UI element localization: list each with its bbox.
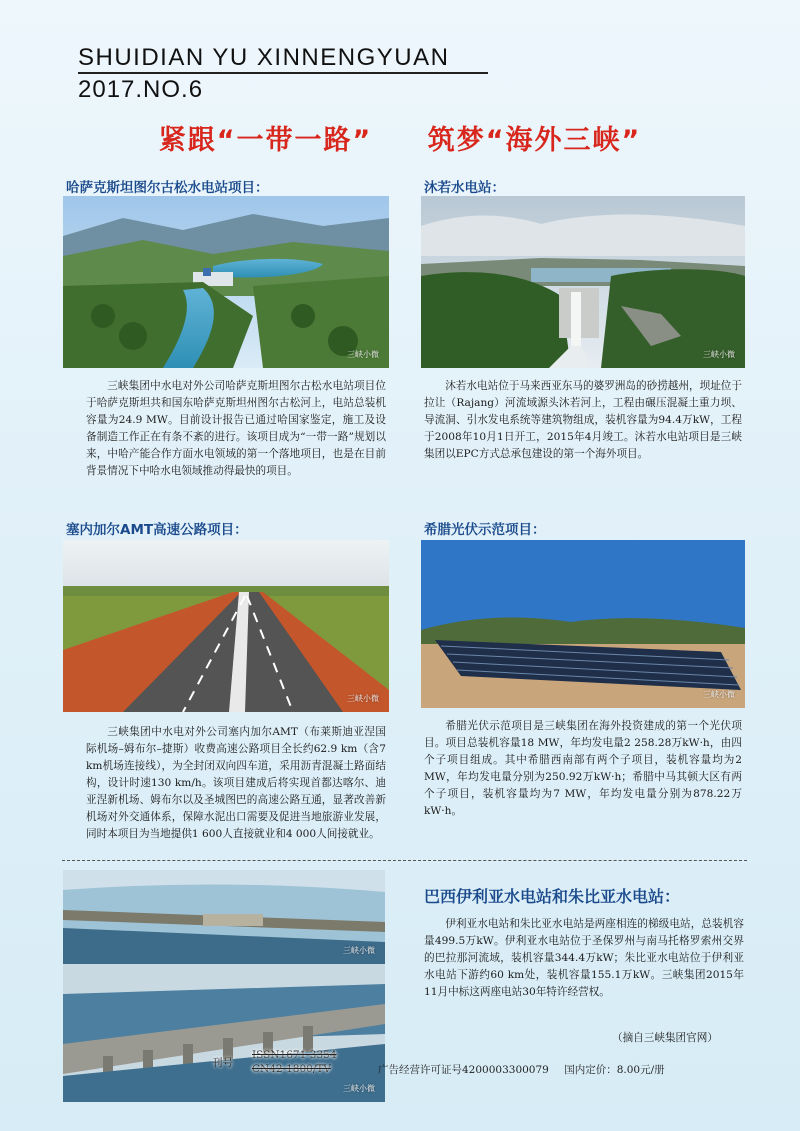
section-text-brazil: 伊利亚水电站和朱比亚水电站是两座相连的梯级电站，总装机容量499.5万kW。伊利亚水电站位于圣保罗州与南马托格罗索州交界的巴拉那河流域，装机容量344.4万kW；朱比亚水电站位于伊利亚水电站下游约60 km处，装机容量155.1万kW。三峡集团2015年11月中标这两座电站30年特许经营权。 bbox=[424, 918, 744, 998]
section-text-murum: 沐若水电站位于马来西亚东马的婆罗洲岛的砂捞越州，坝址位于拉让（Rajang）河流域源头沐若河上，工程由碾压混凝土重力坝、导流洞、引水发电系统等建筑物组成，装机容量为94.4万kW，工程于2008年10月1日开工，2015年4月竣工。沐若水电站项目是三峡集团以EPC方式总承包建设的第一个海外项目。 bbox=[424, 380, 742, 460]
photo-watermark: 三峡小微 bbox=[347, 694, 379, 703]
headline-right: 筑梦“海外三峡” bbox=[427, 125, 642, 156]
photo-watermark: 三峡小微 bbox=[343, 1084, 375, 1093]
page-headline bbox=[60, 118, 740, 157]
section-text-senegal: 三峡集团中水电对外公司塞内加尔AMT（布莱斯迪亚涅国际机场–姆布尔–捷斯）收费高速公路项目全长约62.9 km（含7 km机场连接线），为全封闭双向四车道，采用沥青混凝土路面结构，设计时速130 km/h。该项目建成后将实现首都达喀尔、迪亚涅新机场、姆布尔以及圣城图巴的高速公路互通，显著改善新机场对外交通体系，保障水泥出口需要及促进当地旅游业发展，同时本项目为当地提供1 600人直接就业和4 000人间接就业。 bbox=[86, 726, 386, 840]
photo-ilha-solteira-aerial bbox=[63, 870, 385, 964]
section-text-greece: 希腊光伏示范项目是三峡集团在海外投资建成的第一个光伏项目。项目总装机容量18 MW，年均发电量2 258.28万kW·h，由四个子项目组成。其中希腊西南部有两个子项目，装机容量均为2 MW，年均发电量分别为250.92万kW·h；希腊中马其顿大区有两个子项目，装机容量均为7 MW，年均发电量分别为878.22万kW·h。 bbox=[424, 720, 742, 817]
issue-number: 2017.NO.6 bbox=[78, 76, 204, 103]
photo-watermark: 三峡小微 bbox=[343, 946, 375, 955]
footer-label: 刊号 bbox=[212, 1057, 233, 1069]
photo-turgusun-hydropower bbox=[63, 196, 389, 368]
section-title-murum: 沐若水电站： bbox=[424, 180, 505, 196]
section-title-kazakh: 哈萨克斯坦图尔古松水电站项目： bbox=[66, 180, 269, 196]
masthead-rule bbox=[78, 72, 488, 74]
photo-greece-solar bbox=[421, 540, 745, 708]
photo-amt-highway bbox=[63, 540, 389, 712]
headline-left: 紧跟“一带一路” bbox=[158, 125, 373, 156]
section-divider bbox=[62, 860, 747, 861]
footer-license-price bbox=[378, 1062, 665, 1077]
section-title-brazil: 巴西伊利亚水电站和朱比亚水电站： bbox=[424, 887, 681, 906]
photo-jupia-dam bbox=[63, 964, 385, 1102]
section-text-kazakh: 三峡集团中水电对外公司哈萨克斯坦图尔古松水电站项目位于哈萨克斯坦共和国东哈萨克斯坦州图尔古松河上，电站总装机容量为24.9 MW。目前设计报告已通过哈国家鉴定，施工及设备制造工作正在有条不紊的进行。该项目成为“一带一路”规划以来，中哈产能合作方面水电领域的第一个落地项目，也是在目前背景情况下中哈水电领域推动得最快的项目。 bbox=[86, 380, 386, 477]
section-title-greece: 希腊光伏示范项目： bbox=[424, 522, 546, 538]
photo-watermark: 三峡小微 bbox=[347, 350, 379, 359]
photo-watermark: 三峡小微 bbox=[703, 690, 735, 699]
footer-issn-block bbox=[212, 1048, 372, 1076]
photo-murum-dam bbox=[421, 196, 745, 368]
source-note: （摘自三峡集团官网） bbox=[612, 1032, 718, 1044]
footer-license: 广告经营许可证号4200003300079 bbox=[378, 1064, 549, 1076]
section-title-senegal: 塞内加尔AMT高速公路项目： bbox=[66, 522, 248, 538]
magazine-name: SHUIDIAN YU XINNENGYUAN bbox=[78, 44, 450, 71]
footer-price: 国内定价：8.00元/册 bbox=[564, 1064, 665, 1076]
photo-watermark: 三峡小微 bbox=[703, 350, 735, 359]
footer-issn: ISSN1671-3354 bbox=[252, 1049, 337, 1061]
footer-cn: CN42-1800/TV bbox=[252, 1063, 331, 1075]
